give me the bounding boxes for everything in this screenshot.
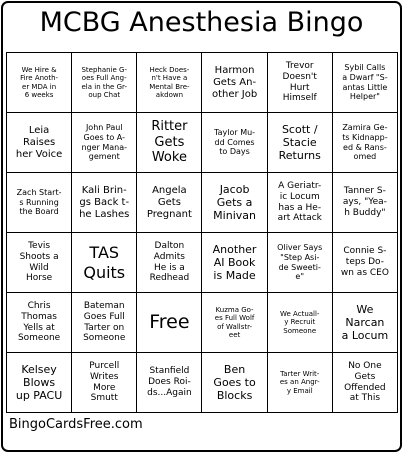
bingo-cell[interactable] xyxy=(202,353,267,413)
cell-text: Ritter Gets Woke xyxy=(151,119,188,166)
bingo-grid xyxy=(6,52,398,413)
bingo-cell[interactable] xyxy=(268,113,333,173)
cell-text: Kali Brin- gs Back t- he Lashes xyxy=(79,184,130,220)
cell-text: Harmon Gets An- other Job xyxy=(211,64,258,100)
cell-text: Scott / Stacie Returns xyxy=(278,122,321,163)
bingo-card xyxy=(1,1,402,452)
bingo-cell[interactable] xyxy=(7,293,72,353)
bingo-cell[interactable] xyxy=(268,353,333,413)
cell-text: Purcell Writes More Smutt xyxy=(89,360,120,404)
bingo-cell[interactable] xyxy=(268,233,333,293)
cell-text: Connie S- teps Do- wn as CEO xyxy=(340,246,389,278)
bingo-cell[interactable] xyxy=(268,53,333,113)
cell-text: Tevis Shoots a Wild Horse xyxy=(19,240,59,284)
cell-text: Dalton Admits He is a Redhead xyxy=(149,240,190,284)
cell-text: TAS Quits xyxy=(83,243,126,282)
bingo-cell[interactable] xyxy=(333,113,398,173)
cell-text: Sybil Calls a Dwarf "S- antas Little Helper" xyxy=(342,63,388,102)
bingo-cell[interactable] xyxy=(137,233,202,293)
bingo-cell[interactable] xyxy=(137,353,202,413)
cell-text: A Geriatr- ic Locum has a He- art Attack xyxy=(277,180,322,224)
bingo-cell[interactable] xyxy=(202,233,267,293)
bingo-cell[interactable] xyxy=(72,113,137,173)
cell-text: We Narcan a Locum xyxy=(341,302,389,343)
cell-text: Kelsey Blows up PACU xyxy=(15,362,63,403)
bingo-cell[interactable] xyxy=(202,113,267,173)
bingo-cell[interactable] xyxy=(333,173,398,233)
cell-text: Heck Does- n't Have a Mental Bre- akdown xyxy=(149,65,190,99)
bingo-cell[interactable] xyxy=(333,353,398,413)
card-title: MCBG Anesthesia Bingo xyxy=(39,7,364,38)
bingo-cell[interactable] xyxy=(72,293,137,353)
bingo-cell[interactable] xyxy=(202,173,267,233)
bingo-cell[interactable] xyxy=(72,173,137,233)
bingo-cell[interactable] xyxy=(137,113,202,173)
cell-text: Taylor Mu- dd Comes to Days xyxy=(214,128,256,157)
cell-text: Free xyxy=(149,311,190,334)
cell-text: Chris Thomas Yells at Someone xyxy=(17,300,61,344)
cell-text: Stanfield Does Roi- ds...Again xyxy=(147,366,192,398)
bingo-cell[interactable] xyxy=(202,293,267,353)
cell-text: Leia Raises her Voice xyxy=(15,124,63,160)
cell-text: Zach Start- s Running the Board xyxy=(16,188,62,217)
cell-text: We Actuall- y Recruit Someone xyxy=(280,309,320,335)
cell-text: No One Gets Offended at This xyxy=(344,360,386,404)
bingo-cell[interactable] xyxy=(7,353,72,413)
cell-text: Tanner S- ays, "Yea- h Buddy" xyxy=(342,186,387,218)
cell-text: Angela Gets Pregnant xyxy=(146,184,192,220)
cell-text: Kuzma Go- es Full Wolf of Wallstr- eet xyxy=(214,305,255,339)
cell-text: Bateman Goes Full Tarter on Someone xyxy=(83,300,126,344)
bingo-cell[interactable] xyxy=(7,173,72,233)
bingo-cell free-space[interactable] xyxy=(137,293,202,353)
cell-text: Oliver Says "Step Asi- de Sweeti- e" xyxy=(277,243,323,282)
cell-text: Zamira Ge- ts Kidnapp- ed & Rans- omed xyxy=(342,123,388,162)
bingo-cell[interactable] xyxy=(333,293,398,353)
cell-text: Jacob Gets a Minivan xyxy=(213,182,256,223)
cell-text: We Hire & Fire Anoth- er MDA in 6 weeks xyxy=(20,65,59,99)
cell-text: Tarter Writ- es an Angr- y Email xyxy=(279,369,320,395)
bingo-cell[interactable] xyxy=(7,233,72,293)
bingo-cell[interactable] xyxy=(72,53,137,113)
bingo-cell[interactable] xyxy=(333,233,398,293)
footer-credit: BingoCardsFree.com xyxy=(9,417,143,432)
bingo-cell[interactable] xyxy=(7,53,72,113)
bingo-cell[interactable] xyxy=(333,53,398,113)
bingo-cell[interactable] xyxy=(137,173,202,233)
bingo-cell[interactable] xyxy=(137,53,202,113)
cell-text: Another AI Book is Made xyxy=(212,242,257,283)
bingo-cell[interactable] xyxy=(268,173,333,233)
cell-text: Stephanie G- oes Full Ang- ela in the Gr- oup Chat xyxy=(81,65,127,99)
bingo-cell[interactable] xyxy=(72,353,137,413)
cell-text: John Paul Goes to A- nger Mana- gement xyxy=(81,123,128,162)
cell-text: Ben Goes to Blocks xyxy=(213,362,256,403)
bingo-cell[interactable] xyxy=(72,233,137,293)
bingo-cell[interactable] xyxy=(202,53,267,113)
cell-text: Trevor Doesn't Hurt Himself xyxy=(282,60,317,104)
bingo-cell[interactable] xyxy=(7,113,72,173)
bingo-cell[interactable] xyxy=(268,293,333,353)
